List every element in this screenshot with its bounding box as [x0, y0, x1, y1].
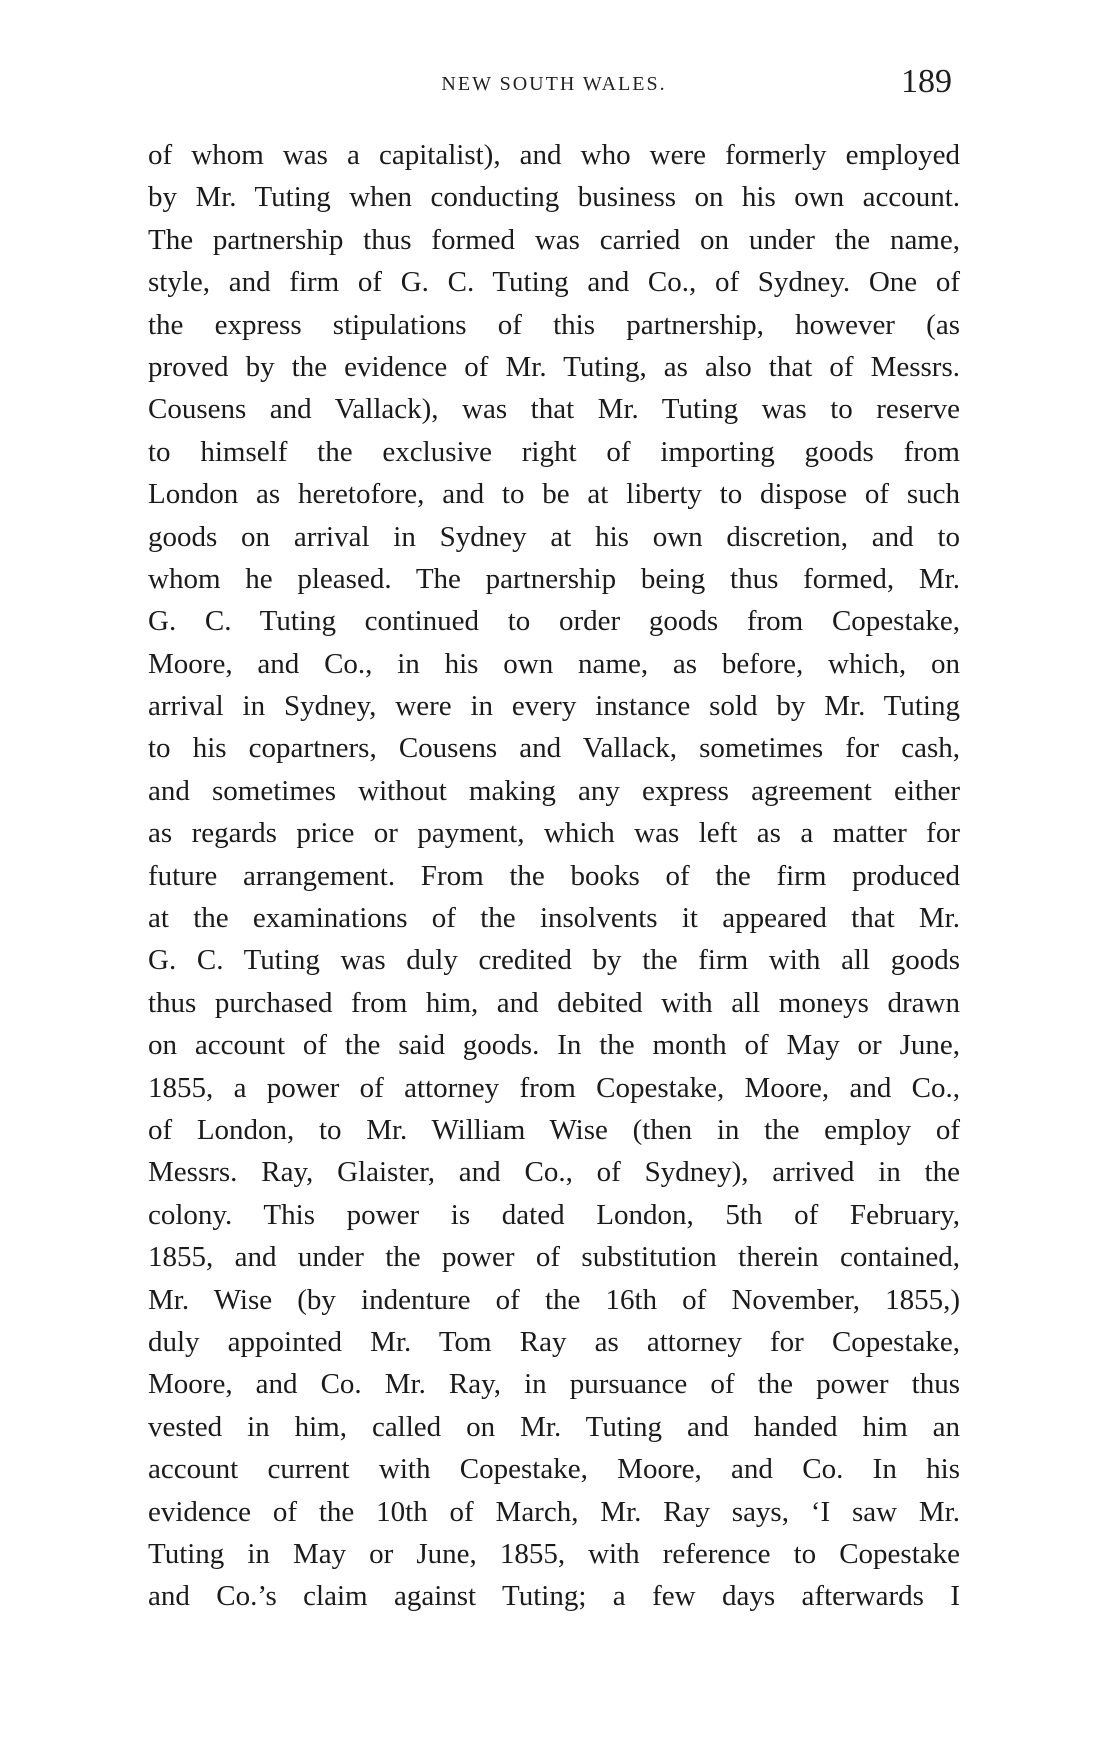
text-line: G. C. Tuting was duly credited by the firm with all goods: [148, 944, 960, 977]
text-line: arrival in Sydney, were in every instance sold by Mr. Tuting: [148, 690, 960, 723]
text-line: Moore, and Co., in his own name, as before, which, on: [148, 647, 960, 680]
text-line: by Mr. Tuting when conducting business on his own account.: [148, 181, 960, 214]
text-line: future arrangement. From the books of the firm produced: [148, 859, 960, 892]
text-line: whom he pleased. The partnership being thus formed, Mr.: [148, 562, 960, 595]
text-line: on account of the said goods. In the month of May or June,: [148, 1029, 960, 1062]
running-title: NEW SOUTH WALES.: [441, 73, 667, 95]
text-line: 1855, a power of attorney from Copestake, Moore, and Co.,: [148, 1071, 960, 1104]
text-line: and sometimes without making any express agreement either: [148, 774, 960, 807]
text-line: vested in him, called on Mr. Tuting and handed him an: [148, 1410, 960, 1443]
text-line: of whom was a capitalist), and who were formerly employed: [148, 139, 960, 171]
page-number: 189: [901, 63, 952, 100]
text-line: the express stipulations of this partnership, however (as: [148, 308, 960, 341]
text-line: Moore, and Co. Mr. Ray, in pursuance of the power thus: [148, 1368, 960, 1401]
text-line: as regards price or payment, which was left as a matter for: [148, 817, 960, 850]
text-line: account current with Copestake, Moore, and Co. In his: [148, 1453, 960, 1486]
text-line: duly appointed Mr. Tom Ray as attorney for Copestake,: [148, 1325, 960, 1358]
text-line: thus purchased from him, and debited with all moneys drawn: [148, 986, 960, 1019]
text-line: to himself the exclusive right of importing goods from: [148, 435, 960, 468]
text-line: and Co.’s claim against Tuting; a few days afterwards I: [148, 1580, 960, 1613]
text-line: G. C. Tuting continued to order goods from Copestake,: [148, 605, 960, 638]
text-line: to his copartners, Cousens and Vallack, sometimes for cash,: [148, 732, 960, 765]
text-line: proved by the evidence of Mr. Tuting, as also that of Messrs.: [148, 350, 960, 383]
text-line: evidence of the 10th of March, Mr. Ray says, ‘I saw Mr.: [148, 1495, 960, 1528]
text-line: style, and firm of G. C. Tuting and Co., of Sydney. One of: [148, 266, 960, 299]
running-head: [148, 62, 960, 106]
text-line: 1855, and under the power of substitution therein contained,: [148, 1241, 960, 1274]
body-text: [148, 134, 960, 1618]
text-line: Tuting in May or June, 1855, with reference to Copestake: [148, 1537, 960, 1570]
text-line: colony. This power is dated London, 5th of February,: [148, 1198, 960, 1231]
text-line: Mr. Wise (by indenture of the 16th of November, 1855,): [148, 1283, 960, 1316]
text-line: goods on arrival in Sydney at his own discretion, and to: [148, 520, 960, 553]
text-line: Messrs. Ray, Glaister, and Co., of Sydney), arrived in the: [148, 1156, 960, 1189]
text-line: Cousens and Vallack), was that Mr. Tuting was to reserve: [148, 393, 960, 426]
text-line: of London, to Mr. William Wise (then in the employ of: [148, 1113, 960, 1146]
text-line: at the examinations of the insolvents it appeared that Mr.: [148, 902, 960, 935]
text-line: London as heretofore, and to be at liberty to dispose of such: [148, 478, 960, 511]
text-line: The partnership thus formed was carried on under the name,: [148, 223, 960, 256]
